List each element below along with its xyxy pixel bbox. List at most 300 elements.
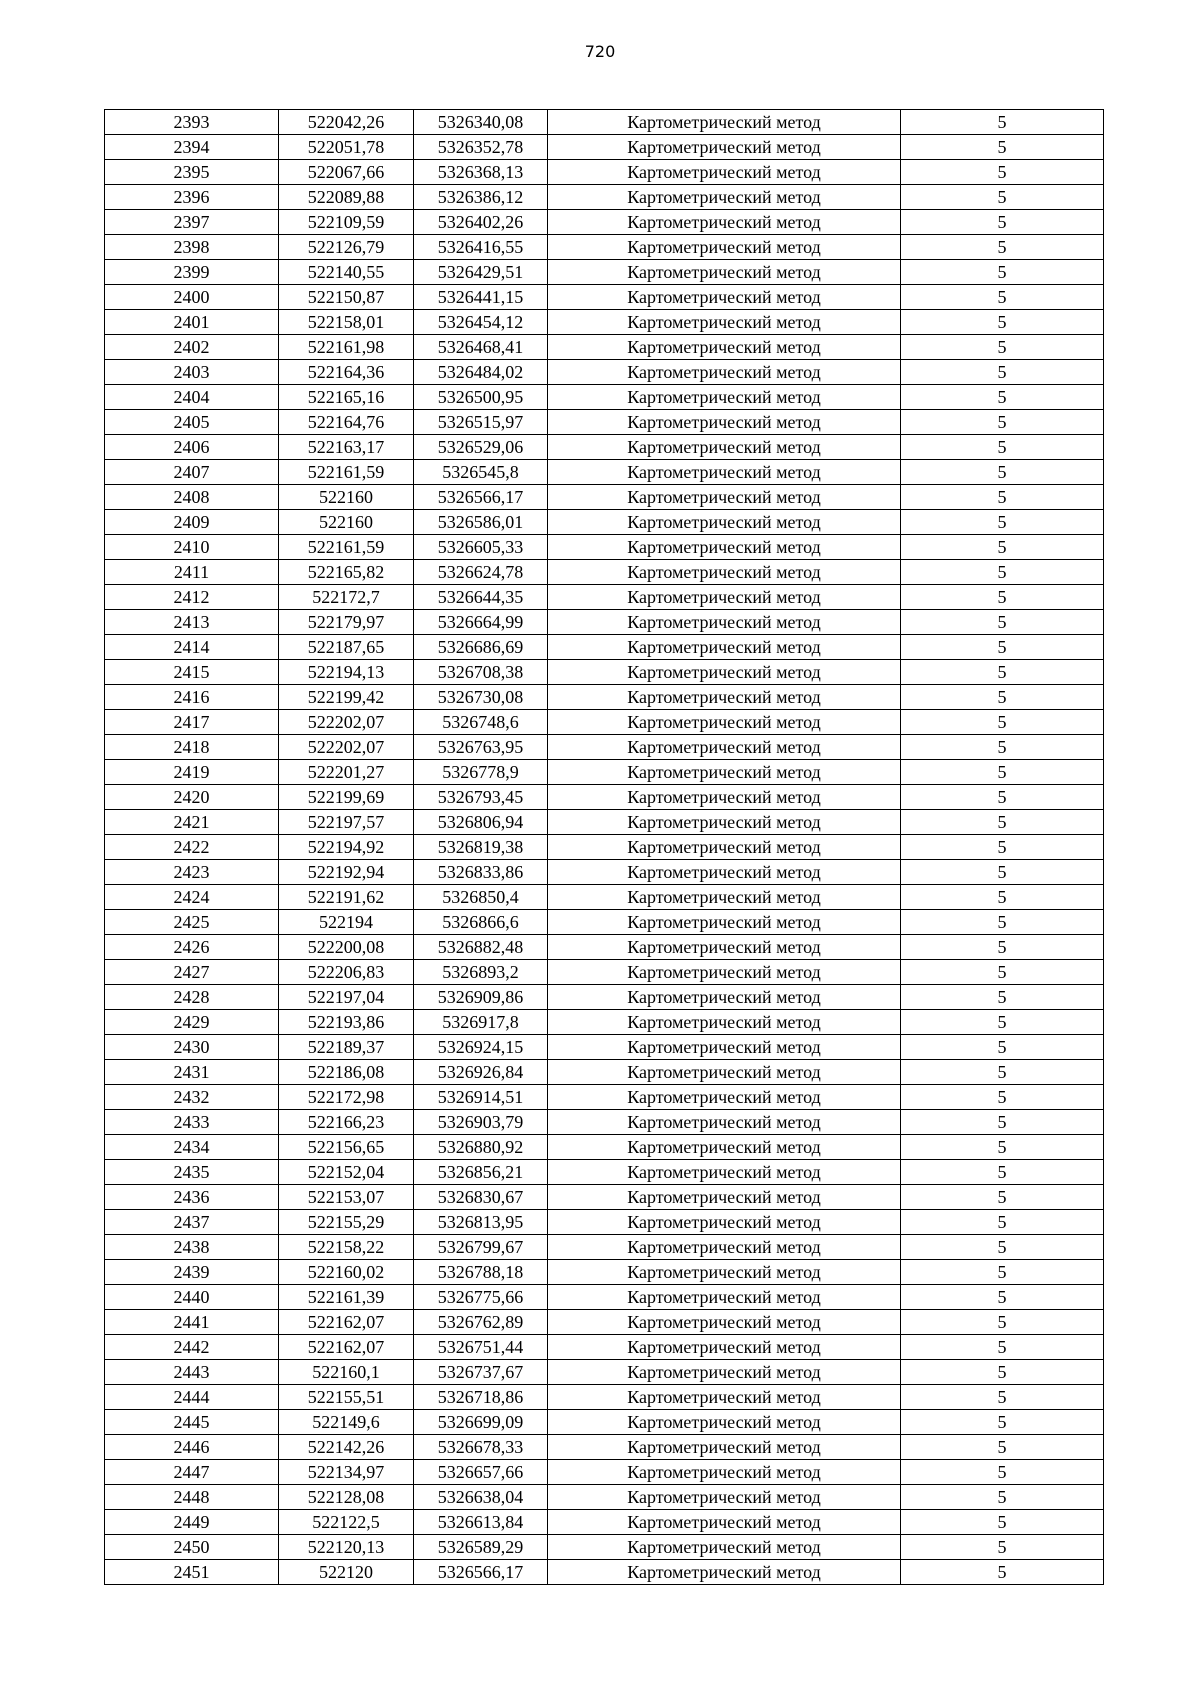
y-coordinate-cell: 5326763,95	[414, 735, 548, 760]
point-number-cell: 2445	[105, 1410, 279, 1435]
accuracy-cell: 5	[901, 760, 1104, 785]
table-row	[105, 110, 1104, 135]
x-coordinate-cell: 522164,36	[279, 360, 414, 385]
method-cell: Картометрический метод	[548, 1460, 901, 1485]
y-coordinate-cell: 5326416,55	[414, 235, 548, 260]
method-cell: Картометрический метод	[548, 860, 901, 885]
y-coordinate-cell: 5326686,69	[414, 635, 548, 660]
method-cell: Картометрический метод	[548, 1185, 901, 1210]
y-coordinate-cell: 5326850,4	[414, 885, 548, 910]
method-cell: Картометрический метод	[548, 185, 901, 210]
table-row	[105, 1185, 1104, 1210]
accuracy-cell: 5	[901, 135, 1104, 160]
method-cell: Картометрический метод	[548, 1410, 901, 1435]
point-number-cell: 2446	[105, 1435, 279, 1460]
accuracy-cell: 5	[901, 1335, 1104, 1360]
y-coordinate-cell: 5326605,33	[414, 535, 548, 560]
y-coordinate-cell: 5326678,33	[414, 1435, 548, 1460]
x-coordinate-cell: 522122,5	[279, 1510, 414, 1535]
point-number-cell: 2426	[105, 935, 279, 960]
x-coordinate-cell: 522161,39	[279, 1285, 414, 1310]
y-coordinate-cell: 5326775,66	[414, 1285, 548, 1310]
method-cell: Картометрический метод	[548, 960, 901, 985]
x-coordinate-cell: 522187,65	[279, 635, 414, 660]
accuracy-cell: 5	[901, 535, 1104, 560]
y-coordinate-cell: 5326793,45	[414, 785, 548, 810]
table-row	[105, 210, 1104, 235]
method-cell: Картометрический метод	[548, 360, 901, 385]
x-coordinate-cell: 522163,17	[279, 435, 414, 460]
table-row	[105, 1160, 1104, 1185]
point-number-cell: 2398	[105, 235, 279, 260]
point-number-cell: 2429	[105, 1010, 279, 1035]
method-cell: Картометрический метод	[548, 285, 901, 310]
table-row	[105, 985, 1104, 1010]
x-coordinate-cell: 522158,01	[279, 310, 414, 335]
table-row	[105, 710, 1104, 735]
table-row	[105, 485, 1104, 510]
y-coordinate-cell: 5326402,26	[414, 210, 548, 235]
table-row	[105, 1510, 1104, 1535]
y-coordinate-cell: 5326924,15	[414, 1035, 548, 1060]
y-coordinate-cell: 5326664,99	[414, 610, 548, 635]
method-cell: Картометрический метод	[548, 460, 901, 485]
x-coordinate-cell: 522160,02	[279, 1260, 414, 1285]
table-row	[105, 160, 1104, 185]
table-row	[105, 610, 1104, 635]
point-number-cell: 2420	[105, 785, 279, 810]
point-number-cell: 2402	[105, 335, 279, 360]
point-number-cell: 2415	[105, 660, 279, 685]
table-row	[105, 660, 1104, 685]
method-cell: Картометрический метод	[548, 710, 901, 735]
y-coordinate-cell: 5326586,01	[414, 510, 548, 535]
method-cell: Картометрический метод	[548, 910, 901, 935]
x-coordinate-cell: 522142,26	[279, 1435, 414, 1460]
point-number-cell: 2401	[105, 310, 279, 335]
y-coordinate-cell: 5326748,6	[414, 710, 548, 735]
point-number-cell: 2424	[105, 885, 279, 910]
accuracy-cell: 5	[901, 735, 1104, 760]
accuracy-cell: 5	[901, 835, 1104, 860]
y-coordinate-cell: 5326751,44	[414, 1335, 548, 1360]
accuracy-cell: 5	[901, 660, 1104, 685]
x-coordinate-cell: 522152,04	[279, 1160, 414, 1185]
y-coordinate-cell: 5326468,41	[414, 335, 548, 360]
table-row	[105, 385, 1104, 410]
point-number-cell: 2395	[105, 160, 279, 185]
method-cell: Картометрический метод	[548, 260, 901, 285]
point-number-cell: 2393	[105, 110, 279, 135]
point-number-cell: 2408	[105, 485, 279, 510]
table-row	[105, 1560, 1104, 1585]
table-row	[105, 235, 1104, 260]
point-number-cell: 2416	[105, 685, 279, 710]
y-coordinate-cell: 5326788,18	[414, 1260, 548, 1285]
table-row	[105, 1110, 1104, 1135]
x-coordinate-cell: 522164,76	[279, 410, 414, 435]
x-coordinate-cell: 522051,78	[279, 135, 414, 160]
accuracy-cell: 5	[901, 235, 1104, 260]
method-cell: Картометрический метод	[548, 610, 901, 635]
y-coordinate-cell: 5326386,12	[414, 185, 548, 210]
method-cell: Картометрический метод	[548, 735, 901, 760]
method-cell: Картометрический метод	[548, 835, 901, 860]
method-cell: Картометрический метод	[548, 310, 901, 335]
accuracy-cell: 5	[901, 1035, 1104, 1060]
accuracy-cell: 5	[901, 1510, 1104, 1535]
point-number-cell: 2412	[105, 585, 279, 610]
accuracy-cell: 5	[901, 360, 1104, 385]
point-number-cell: 2451	[105, 1560, 279, 1585]
accuracy-cell: 5	[901, 1010, 1104, 1035]
point-number-cell: 2396	[105, 185, 279, 210]
table-row	[105, 1335, 1104, 1360]
x-coordinate-cell: 522067,66	[279, 160, 414, 185]
point-number-cell: 2422	[105, 835, 279, 860]
table-row	[105, 260, 1104, 285]
method-cell: Картометрический метод	[548, 1160, 901, 1185]
y-coordinate-cell: 5326368,13	[414, 160, 548, 185]
point-number-cell: 2417	[105, 710, 279, 735]
method-cell: Картометрический метод	[548, 635, 901, 660]
y-coordinate-cell: 5326638,04	[414, 1485, 548, 1510]
table-row	[105, 1210, 1104, 1235]
method-cell: Картометрический метод	[548, 335, 901, 360]
point-number-cell: 2432	[105, 1085, 279, 1110]
y-coordinate-cell: 5326657,66	[414, 1460, 548, 1485]
method-cell: Картометрический метод	[548, 135, 901, 160]
method-cell: Картометрический метод	[548, 1060, 901, 1085]
method-cell: Картометрический метод	[548, 410, 901, 435]
accuracy-cell: 5	[901, 1110, 1104, 1135]
y-coordinate-cell: 5326762,89	[414, 1310, 548, 1335]
y-coordinate-cell: 5326708,38	[414, 660, 548, 685]
x-coordinate-cell: 522199,69	[279, 785, 414, 810]
accuracy-cell: 5	[901, 1260, 1104, 1285]
point-number-cell: 2399	[105, 260, 279, 285]
method-cell: Картометрический метод	[548, 1385, 901, 1410]
x-coordinate-cell: 522206,83	[279, 960, 414, 985]
method-cell: Картометрический метод	[548, 1510, 901, 1535]
accuracy-cell: 5	[901, 210, 1104, 235]
accuracy-cell: 5	[901, 1235, 1104, 1260]
accuracy-cell: 5	[901, 410, 1104, 435]
method-cell: Картометрический метод	[548, 1235, 901, 1260]
accuracy-cell: 5	[901, 310, 1104, 335]
x-coordinate-cell: 522161,98	[279, 335, 414, 360]
method-cell: Картометрический метод	[548, 160, 901, 185]
point-number-cell: 2447	[105, 1460, 279, 1485]
x-coordinate-cell: 522194,13	[279, 660, 414, 685]
method-cell: Картометрический метод	[548, 1135, 901, 1160]
point-number-cell: 2427	[105, 960, 279, 985]
point-number-cell: 2394	[105, 135, 279, 160]
accuracy-cell: 5	[901, 1135, 1104, 1160]
point-number-cell: 2400	[105, 285, 279, 310]
method-cell: Картометрический метод	[548, 1035, 901, 1060]
method-cell: Картометрический метод	[548, 785, 901, 810]
table-row	[105, 860, 1104, 885]
y-coordinate-cell: 5326833,86	[414, 860, 548, 885]
point-number-cell: 2441	[105, 1310, 279, 1335]
method-cell: Картометрический метод	[548, 1485, 901, 1510]
y-coordinate-cell: 5326529,06	[414, 435, 548, 460]
method-cell: Картометрический метод	[548, 1285, 901, 1310]
accuracy-cell: 5	[901, 1310, 1104, 1335]
point-number-cell: 2430	[105, 1035, 279, 1060]
y-coordinate-cell: 5326589,29	[414, 1535, 548, 1560]
table-row	[105, 335, 1104, 360]
point-number-cell: 2407	[105, 460, 279, 485]
table-row	[105, 310, 1104, 335]
table-row	[105, 1260, 1104, 1285]
y-coordinate-cell: 5326882,48	[414, 935, 548, 960]
point-number-cell: 2440	[105, 1285, 279, 1310]
point-number-cell: 2443	[105, 1360, 279, 1385]
point-number-cell: 2421	[105, 810, 279, 835]
table-row	[105, 560, 1104, 585]
point-number-cell: 2442	[105, 1335, 279, 1360]
point-number-cell: 2444	[105, 1385, 279, 1410]
accuracy-cell: 5	[901, 1385, 1104, 1410]
accuracy-cell: 5	[901, 485, 1104, 510]
accuracy-cell: 5	[901, 1210, 1104, 1235]
table-row	[105, 1485, 1104, 1510]
page-number: 720	[584, 42, 616, 61]
x-coordinate-cell: 522120	[279, 1560, 414, 1585]
method-cell: Картометрический метод	[548, 1260, 901, 1285]
y-coordinate-cell: 5326484,02	[414, 360, 548, 385]
accuracy-cell: 5	[901, 810, 1104, 835]
point-number-cell: 2431	[105, 1060, 279, 1085]
accuracy-cell: 5	[901, 1410, 1104, 1435]
y-coordinate-cell: 5326909,86	[414, 985, 548, 1010]
accuracy-cell: 5	[901, 985, 1104, 1010]
method-cell: Картометрический метод	[548, 1085, 901, 1110]
y-coordinate-cell: 5326545,8	[414, 460, 548, 485]
y-coordinate-cell: 5326893,2	[414, 960, 548, 985]
table-row	[105, 1360, 1104, 1385]
accuracy-cell: 5	[901, 1485, 1104, 1510]
y-coordinate-cell: 5326624,78	[414, 560, 548, 585]
y-coordinate-cell: 5326441,15	[414, 285, 548, 310]
accuracy-cell: 5	[901, 860, 1104, 885]
y-coordinate-cell: 5326926,84	[414, 1060, 548, 1085]
method-cell: Картометрический метод	[548, 485, 901, 510]
accuracy-cell: 5	[901, 610, 1104, 635]
coordinates-table-body	[105, 110, 1104, 1585]
table-row	[105, 1410, 1104, 1435]
method-cell: Картометрический метод	[548, 1210, 901, 1235]
point-number-cell: 2436	[105, 1185, 279, 1210]
y-coordinate-cell: 5326880,92	[414, 1135, 548, 1160]
y-coordinate-cell: 5326699,09	[414, 1410, 548, 1435]
method-cell: Картометрический метод	[548, 1010, 901, 1035]
table-row	[105, 135, 1104, 160]
table-row	[105, 685, 1104, 710]
x-coordinate-cell: 522194	[279, 910, 414, 935]
x-coordinate-cell: 522201,27	[279, 760, 414, 785]
x-coordinate-cell: 522126,79	[279, 235, 414, 260]
x-coordinate-cell: 522160,1	[279, 1360, 414, 1385]
point-number-cell: 2450	[105, 1535, 279, 1560]
y-coordinate-cell: 5326914,51	[414, 1085, 548, 1110]
y-coordinate-cell: 5326566,17	[414, 485, 548, 510]
x-coordinate-cell: 522109,59	[279, 210, 414, 235]
x-coordinate-cell: 522128,08	[279, 1485, 414, 1510]
point-number-cell: 2428	[105, 985, 279, 1010]
table-row	[105, 1310, 1104, 1335]
y-coordinate-cell: 5326830,67	[414, 1185, 548, 1210]
accuracy-cell: 5	[901, 560, 1104, 585]
x-coordinate-cell: 522158,22	[279, 1235, 414, 1260]
accuracy-cell: 5	[901, 1060, 1104, 1085]
x-coordinate-cell: 522160	[279, 485, 414, 510]
point-number-cell: 2448	[105, 1485, 279, 1510]
table-row	[105, 185, 1104, 210]
accuracy-cell: 5	[901, 585, 1104, 610]
method-cell: Картометрический метод	[548, 535, 901, 560]
accuracy-cell: 5	[901, 1435, 1104, 1460]
x-coordinate-cell: 522134,97	[279, 1460, 414, 1485]
y-coordinate-cell: 5326730,08	[414, 685, 548, 710]
x-coordinate-cell: 522199,42	[279, 685, 414, 710]
method-cell: Картометрический метод	[548, 1310, 901, 1335]
accuracy-cell: 5	[901, 1560, 1104, 1585]
accuracy-cell: 5	[901, 685, 1104, 710]
y-coordinate-cell: 5326566,17	[414, 1560, 548, 1585]
table-row	[105, 760, 1104, 785]
accuracy-cell: 5	[901, 885, 1104, 910]
y-coordinate-cell: 5326903,79	[414, 1110, 548, 1135]
x-coordinate-cell: 522140,55	[279, 260, 414, 285]
y-coordinate-cell: 5326856,21	[414, 1160, 548, 1185]
accuracy-cell: 5	[901, 785, 1104, 810]
point-number-cell: 2414	[105, 635, 279, 660]
table-row	[105, 1460, 1104, 1485]
point-number-cell: 2405	[105, 410, 279, 435]
y-coordinate-cell: 5326737,67	[414, 1360, 548, 1385]
point-number-cell: 2410	[105, 535, 279, 560]
point-number-cell: 2404	[105, 385, 279, 410]
x-coordinate-cell: 522179,97	[279, 610, 414, 635]
method-cell: Картометрический метод	[548, 1360, 901, 1385]
x-coordinate-cell: 522120,13	[279, 1535, 414, 1560]
accuracy-cell: 5	[901, 385, 1104, 410]
y-coordinate-cell: 5326813,95	[414, 1210, 548, 1235]
table-row	[105, 735, 1104, 760]
x-coordinate-cell: 522165,82	[279, 560, 414, 585]
point-number-cell: 2433	[105, 1110, 279, 1135]
x-coordinate-cell: 522162,07	[279, 1335, 414, 1360]
table-row	[105, 1035, 1104, 1060]
point-number-cell: 2397	[105, 210, 279, 235]
y-coordinate-cell: 5326819,38	[414, 835, 548, 860]
point-number-cell: 2418	[105, 735, 279, 760]
point-number-cell: 2425	[105, 910, 279, 935]
table-row	[105, 935, 1104, 960]
x-coordinate-cell: 522161,59	[279, 460, 414, 485]
y-coordinate-cell: 5326500,95	[414, 385, 548, 410]
table-row	[105, 1435, 1104, 1460]
method-cell: Картометрический метод	[548, 1435, 901, 1460]
point-number-cell: 2437	[105, 1210, 279, 1235]
x-coordinate-cell: 522161,59	[279, 535, 414, 560]
accuracy-cell: 5	[901, 1185, 1104, 1210]
method-cell: Картометрический метод	[548, 685, 901, 710]
method-cell: Картометрический метод	[548, 235, 901, 260]
method-cell: Картометрический метод	[548, 935, 901, 960]
table-row	[105, 785, 1104, 810]
x-coordinate-cell: 522153,07	[279, 1185, 414, 1210]
x-coordinate-cell: 522172,98	[279, 1085, 414, 1110]
x-coordinate-cell: 522189,37	[279, 1035, 414, 1060]
x-coordinate-cell: 522191,62	[279, 885, 414, 910]
accuracy-cell: 5	[901, 1160, 1104, 1185]
table-row	[105, 910, 1104, 935]
accuracy-cell: 5	[901, 935, 1104, 960]
table-row	[105, 285, 1104, 310]
point-number-cell: 2438	[105, 1235, 279, 1260]
method-cell: Картометрический метод	[548, 110, 901, 135]
accuracy-cell: 5	[901, 1085, 1104, 1110]
accuracy-cell: 5	[901, 635, 1104, 660]
x-coordinate-cell: 522197,57	[279, 810, 414, 835]
accuracy-cell: 5	[901, 460, 1104, 485]
accuracy-cell: 5	[901, 285, 1104, 310]
x-coordinate-cell: 522186,08	[279, 1060, 414, 1085]
y-coordinate-cell: 5326806,94	[414, 810, 548, 835]
table-row	[105, 360, 1104, 385]
point-number-cell: 2449	[105, 1510, 279, 1535]
method-cell: Картометрический метод	[548, 885, 901, 910]
table-row	[105, 885, 1104, 910]
point-number-cell: 2403	[105, 360, 279, 385]
method-cell: Картометрический метод	[548, 1335, 901, 1360]
accuracy-cell: 5	[901, 1360, 1104, 1385]
accuracy-cell: 5	[901, 160, 1104, 185]
x-coordinate-cell: 522150,87	[279, 285, 414, 310]
accuracy-cell: 5	[901, 910, 1104, 935]
accuracy-cell: 5	[901, 1285, 1104, 1310]
method-cell: Картометрический метод	[548, 385, 901, 410]
method-cell: Картометрический метод	[548, 510, 901, 535]
coordinates-table	[104, 109, 1104, 1585]
method-cell: Картометрический метод	[548, 435, 901, 460]
y-coordinate-cell: 5326799,67	[414, 1235, 548, 1260]
table-row	[105, 960, 1104, 985]
table-row	[105, 1385, 1104, 1410]
accuracy-cell: 5	[901, 185, 1104, 210]
method-cell: Картометрический метод	[548, 660, 901, 685]
x-coordinate-cell: 522042,26	[279, 110, 414, 135]
y-coordinate-cell: 5326515,97	[414, 410, 548, 435]
accuracy-cell: 5	[901, 260, 1104, 285]
x-coordinate-cell: 522197,04	[279, 985, 414, 1010]
method-cell: Картометрический метод	[548, 1560, 901, 1585]
y-coordinate-cell: 5326644,35	[414, 585, 548, 610]
x-coordinate-cell: 522172,7	[279, 585, 414, 610]
table-row	[105, 1285, 1104, 1310]
x-coordinate-cell: 522202,07	[279, 710, 414, 735]
y-coordinate-cell: 5326429,51	[414, 260, 548, 285]
table-row	[105, 435, 1104, 460]
x-coordinate-cell: 522089,88	[279, 185, 414, 210]
x-coordinate-cell: 522155,29	[279, 1210, 414, 1235]
table-row	[105, 835, 1104, 860]
x-coordinate-cell: 522200,08	[279, 935, 414, 960]
